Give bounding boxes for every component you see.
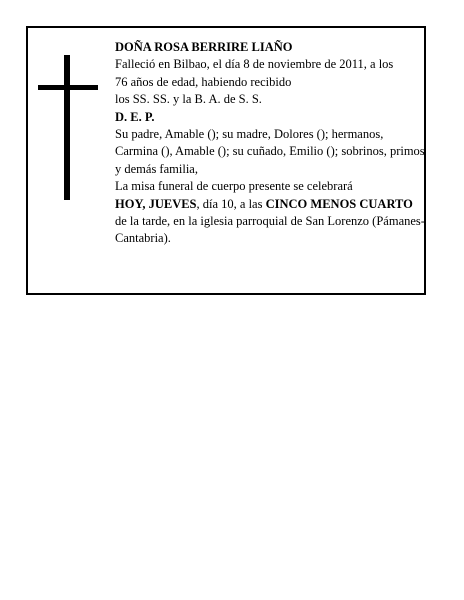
funeral-day: HOY, JUEVES (115, 196, 197, 211)
family-paragraph: Su padre, Amable (); su madre, Dolores (); hermanos, Carmina (), Amable (); su cuñado, Emilio (); sobrinos, primos y demás familia, (115, 127, 425, 176)
cross-horizontal-bar (38, 85, 98, 90)
funeral-intro: La misa funeral de cuerpo presente se celebrará (115, 179, 353, 194)
notice-text (115, 39, 425, 248)
funeral-place: de la tarde, en la iglesia parroquial de San Lorenzo (Pámanes-Cantabria). (115, 214, 425, 246)
funeral-details (115, 196, 425, 248)
dep-line: D. E. P. (115, 109, 155, 124)
obituary-notice (26, 26, 426, 295)
death-line-2: 76 años de edad, habiendo recibido (115, 74, 292, 89)
funeral-time: CINCO MENOS CUARTO (265, 196, 413, 211)
funeral-mid: , día 10, a las (196, 196, 266, 211)
cross-vertical-bar (64, 55, 70, 200)
death-line-1: Falleció en Bilbao, el día 8 de noviembre de 2011, a los (115, 57, 394, 72)
sacraments-line: los SS. SS. y la B. A. de S. S. (115, 92, 262, 107)
deceased-name: DOÑA ROSA BERRIRE LIAÑO (115, 40, 293, 54)
cross-icon (38, 55, 98, 200)
